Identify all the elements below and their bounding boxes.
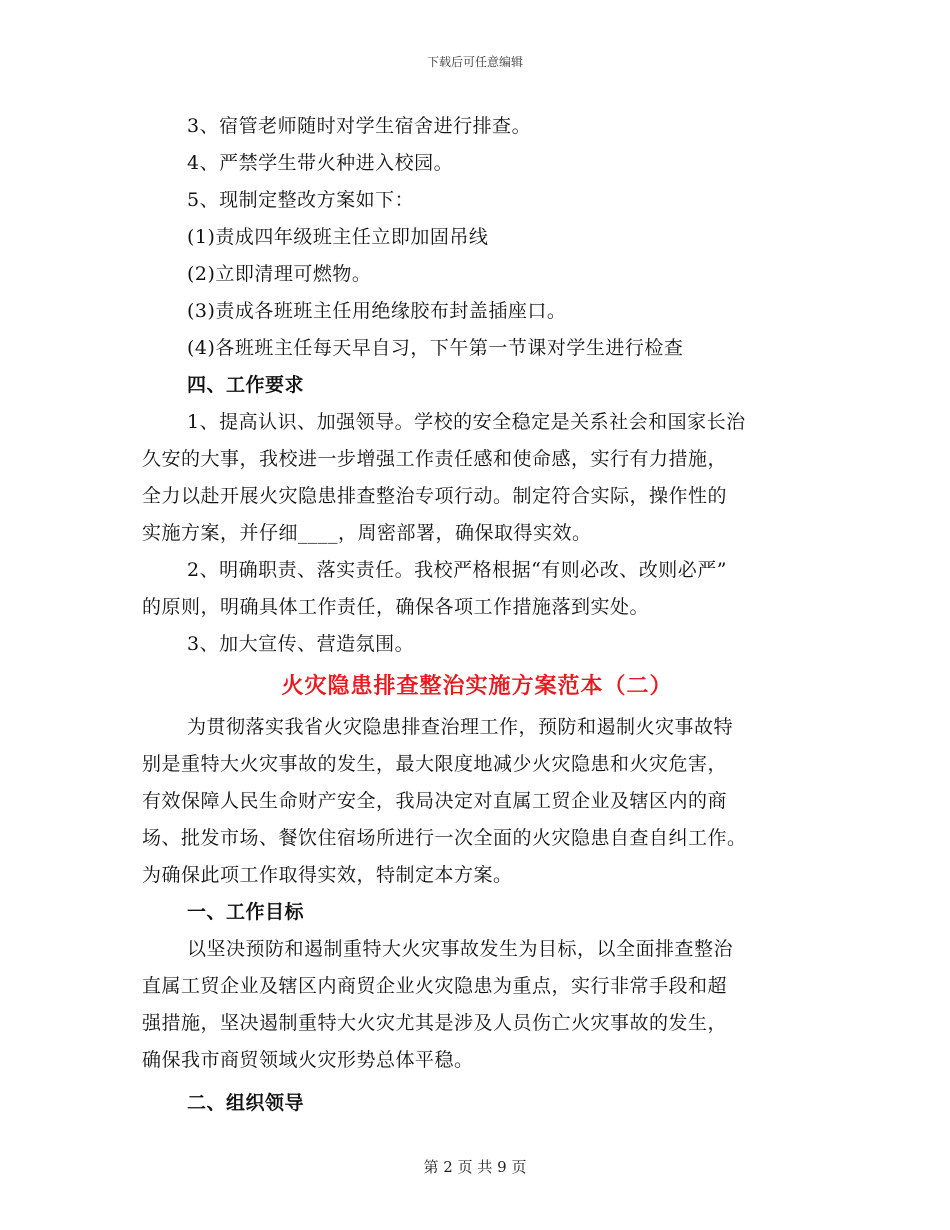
paragraph-line: 别是重特大火灾事故的发生，最大限度地减少火灾隐患和火灾危害， <box>142 753 728 775</box>
paragraph-line: 场、批发市场、餐饮住宿场所进行一次全面的火灾隐患自查自纠工作。 <box>142 827 747 849</box>
section-heading: 四、工作要求 <box>187 374 305 396</box>
section-heading: 一、工作目标 <box>187 901 305 923</box>
paragraph-line: 2、明确职责、落实责任。我校严格根据“有则必改、改则必严” <box>187 559 728 581</box>
document-body <box>142 108 812 1122</box>
paragraph-line: 的原则，明确具体工作责任，确保各项工作措施落到实处。 <box>142 596 650 618</box>
paragraph-line: 以坚决预防和遏制重特大火灾事故发生为目标，以全面排查整治 <box>187 938 734 960</box>
list-item: (1)责成四年级班主任立即加固吊线 <box>187 226 489 248</box>
paragraph-line: 实施方案，并仔细____，周密部署，确保取得实效。 <box>142 522 592 544</box>
paragraph-line: 3、加大宣传、营造氛围。 <box>187 633 415 655</box>
paragraph-line: 直属工贸企业及辖区内商贸企业火灾隐患为重点，实行非常手段和超 <box>142 975 728 997</box>
page-header: 下载后可任意编辑 <box>426 55 523 69</box>
list-item: 4、严禁学生带火种进入校园。 <box>187 152 454 174</box>
document-title: 火灾隐患排查整治实施方案范本（二） <box>281 673 673 699</box>
paragraph-line: 全力以赴开展火灾隐患排查整治专项行动。制定符合实际，操作性的 <box>142 485 728 507</box>
list-item: (3)责成各班班主任用绝缘胶布封盖插座口。 <box>187 300 567 322</box>
paragraph-line: 确保我市商贸领域火灾形势总体平稳。 <box>142 1049 474 1071</box>
list-item: 5、现制定整改方案如下： <box>187 189 415 211</box>
paragraph-line: 久安的大事，我校进一步增强工作责任感和使命感，实行有力措施， <box>142 448 728 470</box>
list-item: (4)各班班主任每天早自习，下午第一节课对学生进行检查 <box>187 337 684 359</box>
paragraph-line: 为确保此项工作取得实效，特制定本方案。 <box>142 864 513 886</box>
page-footer: 第 2 页 共 9 页 <box>423 1158 527 1176</box>
section-heading: 二、组织领导 <box>187 1092 305 1114</box>
paragraph-line: 强措施，坚决遏制重特大火灾尤其是涉及人员伤亡火灾事故的发生， <box>142 1012 728 1034</box>
list-item: 3、宿管老师随时对学生宿舍进行排查。 <box>187 115 532 137</box>
paragraph-line: 为贯彻落实我省火灾隐患排查治理工作，预防和遏制火灾事故特 <box>187 716 734 738</box>
list-item: (2)立即清理可燃物。 <box>187 263 372 285</box>
paragraph-line: 有效保障人民生命财产安全，我局决定对直属工贸企业及辖区内的商 <box>142 790 728 812</box>
paragraph-line: 1、提高认识、加强领导。学校的安全稳定是关系社会和国家长治 <box>187 411 746 433</box>
